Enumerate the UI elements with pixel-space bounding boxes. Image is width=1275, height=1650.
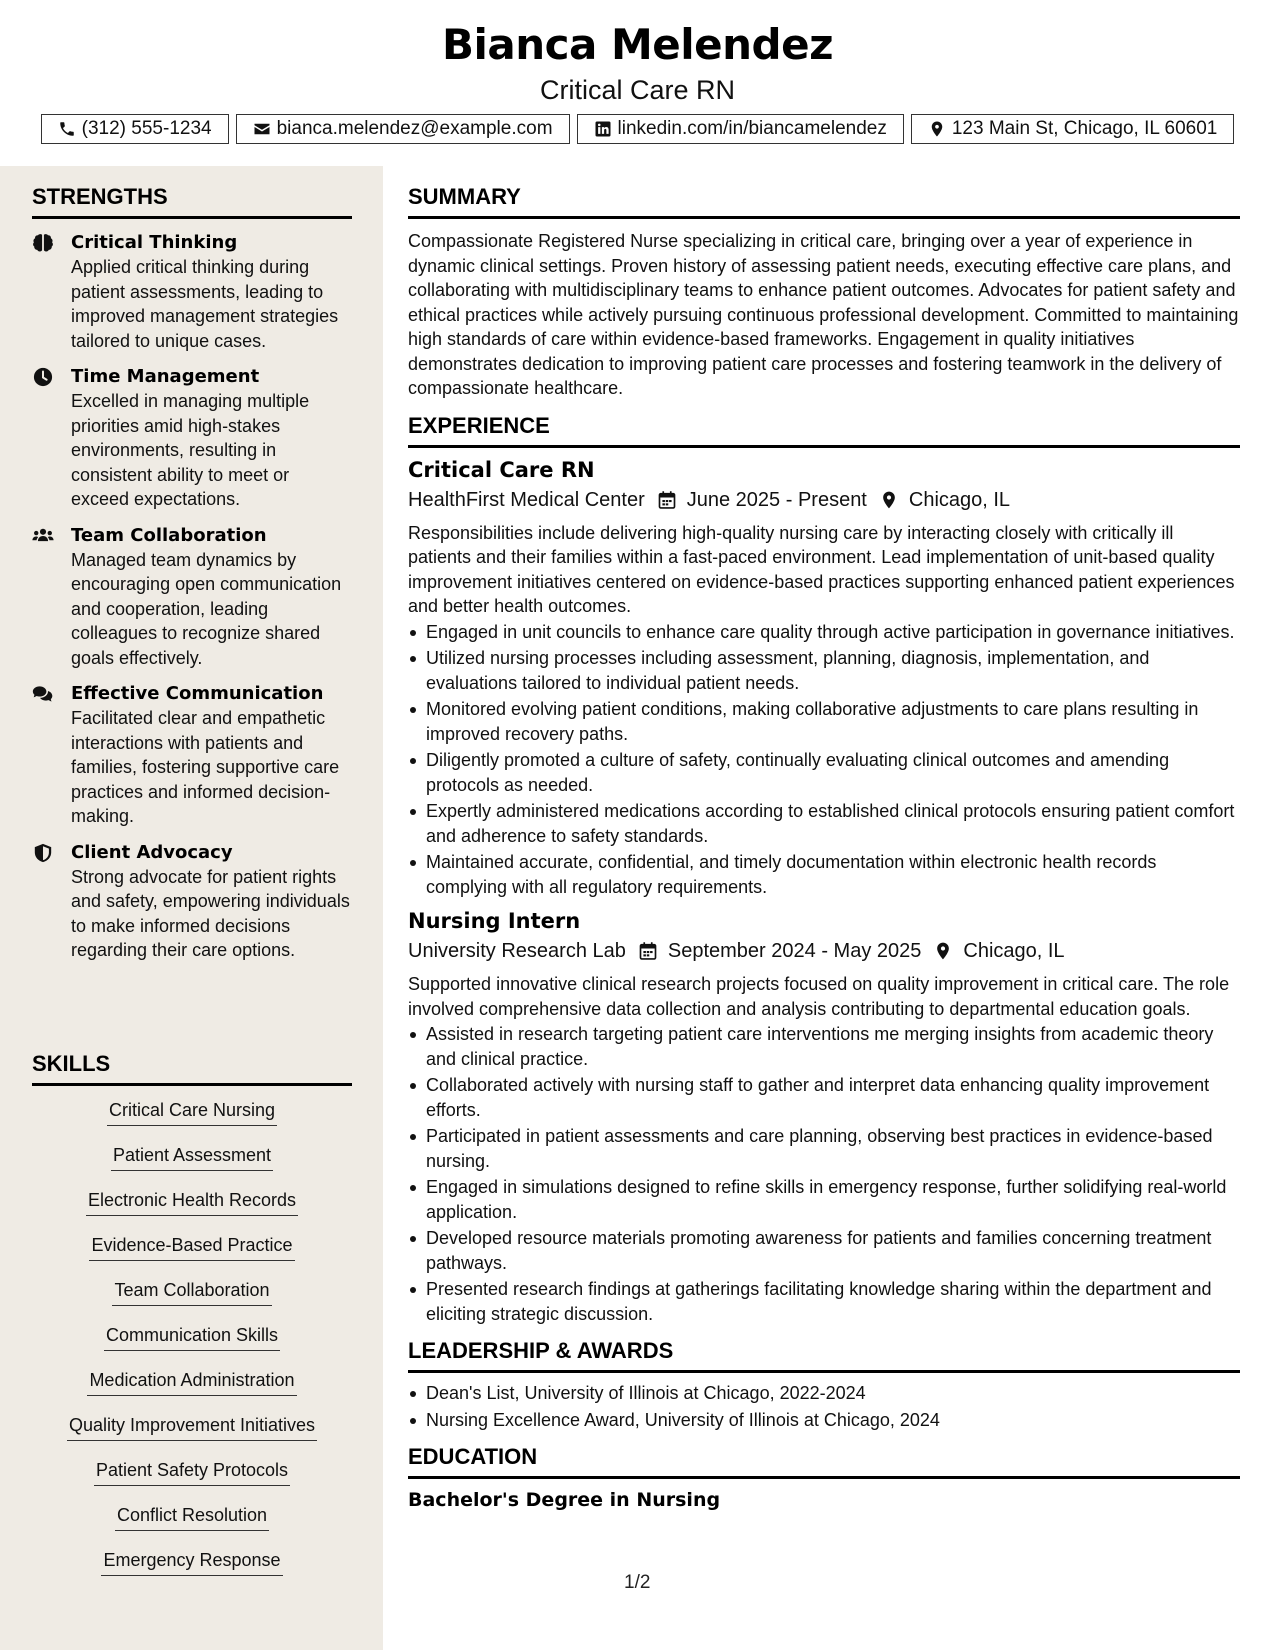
job-bullet: Assisted in research targeting patient care interventions me merging insights from academic theory and clinical practice. [408,1022,1240,1071]
strength-description: Managed team dynamics by encouraging open communication and cooperation, leading colleagues to recognize shared goals effectively. [71,549,342,668]
education-degree: Bachelor's Degree in Nursing [408,1489,721,1511]
job-bullet: Monitored evolving patient conditions, making collaborative adjustments to care plans resulting in improved recovery paths. [408,697,1240,746]
award-item: Nursing Excellence Award, University of Illinois at Chicago, 2024 [408,1408,1240,1433]
linkedin-icon [594,120,612,138]
skill-label: Quality Improvement Initiatives [67,1413,317,1441]
strength-item [32,524,352,671]
job-bullet: Presented research findings at gatherings facilitating knowledge sharing within the department and eliciting strategic discussion. [408,1277,1240,1326]
address-text: 123 Main St, Chicago, IL 60601 [951,118,1218,139]
skill-item [32,1188,352,1233]
strength-name: Client Advocacy [71,841,233,863]
skill-label: Emergency Response [101,1548,282,1576]
strength-item [32,231,352,353]
skills-heading: SKILLS [32,1051,352,1086]
job-entry [408,456,1240,900]
job-bullet: Engaged in unit councils to enhance care quality through active participation in governance initiatives. [408,620,1240,645]
job-company: HealthFirst Medical Center [408,488,645,511]
summary-heading: SUMMARY [408,184,1240,219]
phone-text: (312) 555-1234 [81,118,212,139]
strength-description: Applied critical thinking during patient assessments, leading to improved management strategies tailored to unique cases. [71,257,339,351]
job-location: Chicago, IL [963,940,1065,962]
skill-label: Patient Safety Protocols [94,1458,290,1486]
sidebar [0,166,383,1650]
resume-header [0,0,1275,166]
job-bullet: Developed resource materials promoting awareness for patients and families concerning treatment pathways. [408,1226,1240,1275]
skill-label: Electronic Health Records [86,1188,298,1216]
strength-item [32,365,352,512]
calendar-icon [657,490,677,510]
education-section [408,1444,1240,1511]
summary-text: Compassionate Registered Nurse specializing in critical care, bringing over a year of experience in dynamic clinical settings. Proven history of assessing patient needs, executing effective care plans, and collaborating with multidisciplinary teams to enhance patient outcomes. Advocates for patient safety and ethical practices while actively pursuing continuous professional development. Committed to maintaining high standards of care within evidence-based frameworks. Engagement in quality initiatives demonstrates dedication to improving patient care processes and fostering teamwork in the delivery of compassionate healthcare. [408,231,1239,398]
skill-item [32,1278,352,1323]
skill-item [32,1233,352,1278]
skill-label: Evidence-Based Practice [89,1233,294,1261]
job-title: Nursing Intern [408,909,581,933]
skill-label: Conflict Resolution [115,1503,269,1531]
job-entry [408,907,1240,1326]
experience-section [408,413,1240,1327]
skill-label: Team Collaboration [112,1278,271,1306]
skill-item [32,1413,352,1458]
skill-label: Communication Skills [104,1323,280,1351]
skill-list [32,1098,352,1593]
brain-icon [32,233,54,253]
skill-item [32,1098,352,1143]
candidate-name: Bianca Melendez [441,20,834,69]
envelope-icon [253,120,271,138]
job-description: Responsibilities include delivering high-quality nursing care by interacting closely with critically ill patients and their families within a fast-paced environment. Lead implementation of unit-based quality improvement initiatives centered on evidence-based practices supporting enhanced patient experiences and better health outcomes. [408,522,1235,616]
linkedin-text: linkedin.com/in/biancamelendez [617,118,887,139]
job-bullet: Participated in patient assessments and care planning, observing best practices in evidence-based nursing. [408,1124,1240,1173]
map-pin-icon [933,941,953,961]
job-meta [408,938,1240,964]
job-company: University Research Lab [408,940,626,962]
candidate-title: Critical Care RN [539,75,736,105]
job-location: Chicago, IL [908,488,1011,511]
awards-heading: LEADERSHIP & AWARDS [408,1338,1240,1373]
strengths-section [32,184,352,963]
strength-item [32,682,352,829]
job-meta [408,487,1240,513]
awards-section [408,1338,1240,1432]
skills-section [32,1051,352,1593]
job-bullet: Expertly administered medications according to established clinical protocols ensuring patient comfort and adherence to safety standards. [408,799,1240,848]
shield-icon [32,843,54,863]
summary-section [408,184,1240,401]
chat-bubbles-icon [32,684,54,704]
skill-label: Patient Assessment [111,1143,273,1171]
strength-name: Critical Thinking [71,232,238,253]
strength-item [32,841,352,963]
job-dates: September 2024 - May 2025 [667,940,922,962]
strength-name: Effective Communication [71,683,324,704]
education-heading: EDUCATION [408,1444,1240,1479]
job-bullet: Engaged in simulations designed to refine skills in emergency response, further solidifying real-world application. [408,1175,1240,1224]
job-bullets [408,1022,1240,1326]
main-content [408,166,1240,1523]
clock-icon [32,367,54,387]
contact-bar [0,114,1275,144]
skill-item [32,1143,352,1188]
job-bullet: Collaborated actively with nursing staff to gather and interpret data enhancing quality improvement efforts. [408,1073,1240,1122]
strength-name: Time Management [71,366,260,387]
skill-item [32,1323,352,1368]
email-text: bianca.melendez@example.com [276,118,553,139]
calendar-icon [638,941,658,961]
skill-item [32,1503,352,1548]
contact-email[interactable] [236,114,570,144]
strength-description: Strong advocate for patient rights and safety, empowering individuals to make informed decisions regarding their care options. [71,866,350,960]
skill-label: Critical Care Nursing [107,1098,277,1126]
strength-description: Excelled in managing multiple priorities amid high-stakes environments, resulting in consistent ability to meet or exceed expectations. [71,391,310,509]
job-bullet: Maintained accurate, confidential, and timely documentation within electronic health records complying with all regulatory requirements. [408,850,1240,899]
job-description: Supported innovative clinical research projects focused on quality improvement in critical care. The role involved comprehensive data collection and analysis contributing to departmental education goals. [408,974,1230,1019]
award-item: Dean's List, University of Illinois at Chicago, 2022-2024 [408,1381,1240,1406]
contact-phone[interactable] [41,114,229,144]
awards-list [408,1381,1240,1432]
phone-icon [58,120,76,138]
strength-name: Team Collaboration [71,524,267,546]
job-bullet: Diligently promoted a culture of safety, continually evaluating clinical outcomes and amending protocols as needed. [408,748,1240,797]
users-icon [32,526,54,546]
skill-item [32,1458,352,1503]
page-number: 1/2 [624,1572,651,1593]
map-pin-icon [879,490,899,510]
skill-label: Medication Administration [87,1368,296,1396]
contact-address[interactable] [911,114,1234,144]
contact-linkedin[interactable] [577,114,904,144]
job-title: Critical Care RN [408,457,595,482]
strength-description: Facilitated clear and empathetic interactions with patients and families, fostering supportive care practices and informed decision-making. [71,708,340,826]
job-bullets [408,620,1240,900]
experience-heading: EXPERIENCE [408,413,1240,448]
strengths-heading: STRENGTHS [32,184,352,219]
map-pin-icon [928,120,946,138]
job-dates: June 2025 - Present [686,488,867,511]
skill-item [32,1368,352,1413]
job-bullet: Utilized nursing processes including assessment, planning, diagnosis, implementation, and evaluations tailored to individual patient needs. [408,646,1240,695]
skill-item [32,1548,352,1593]
